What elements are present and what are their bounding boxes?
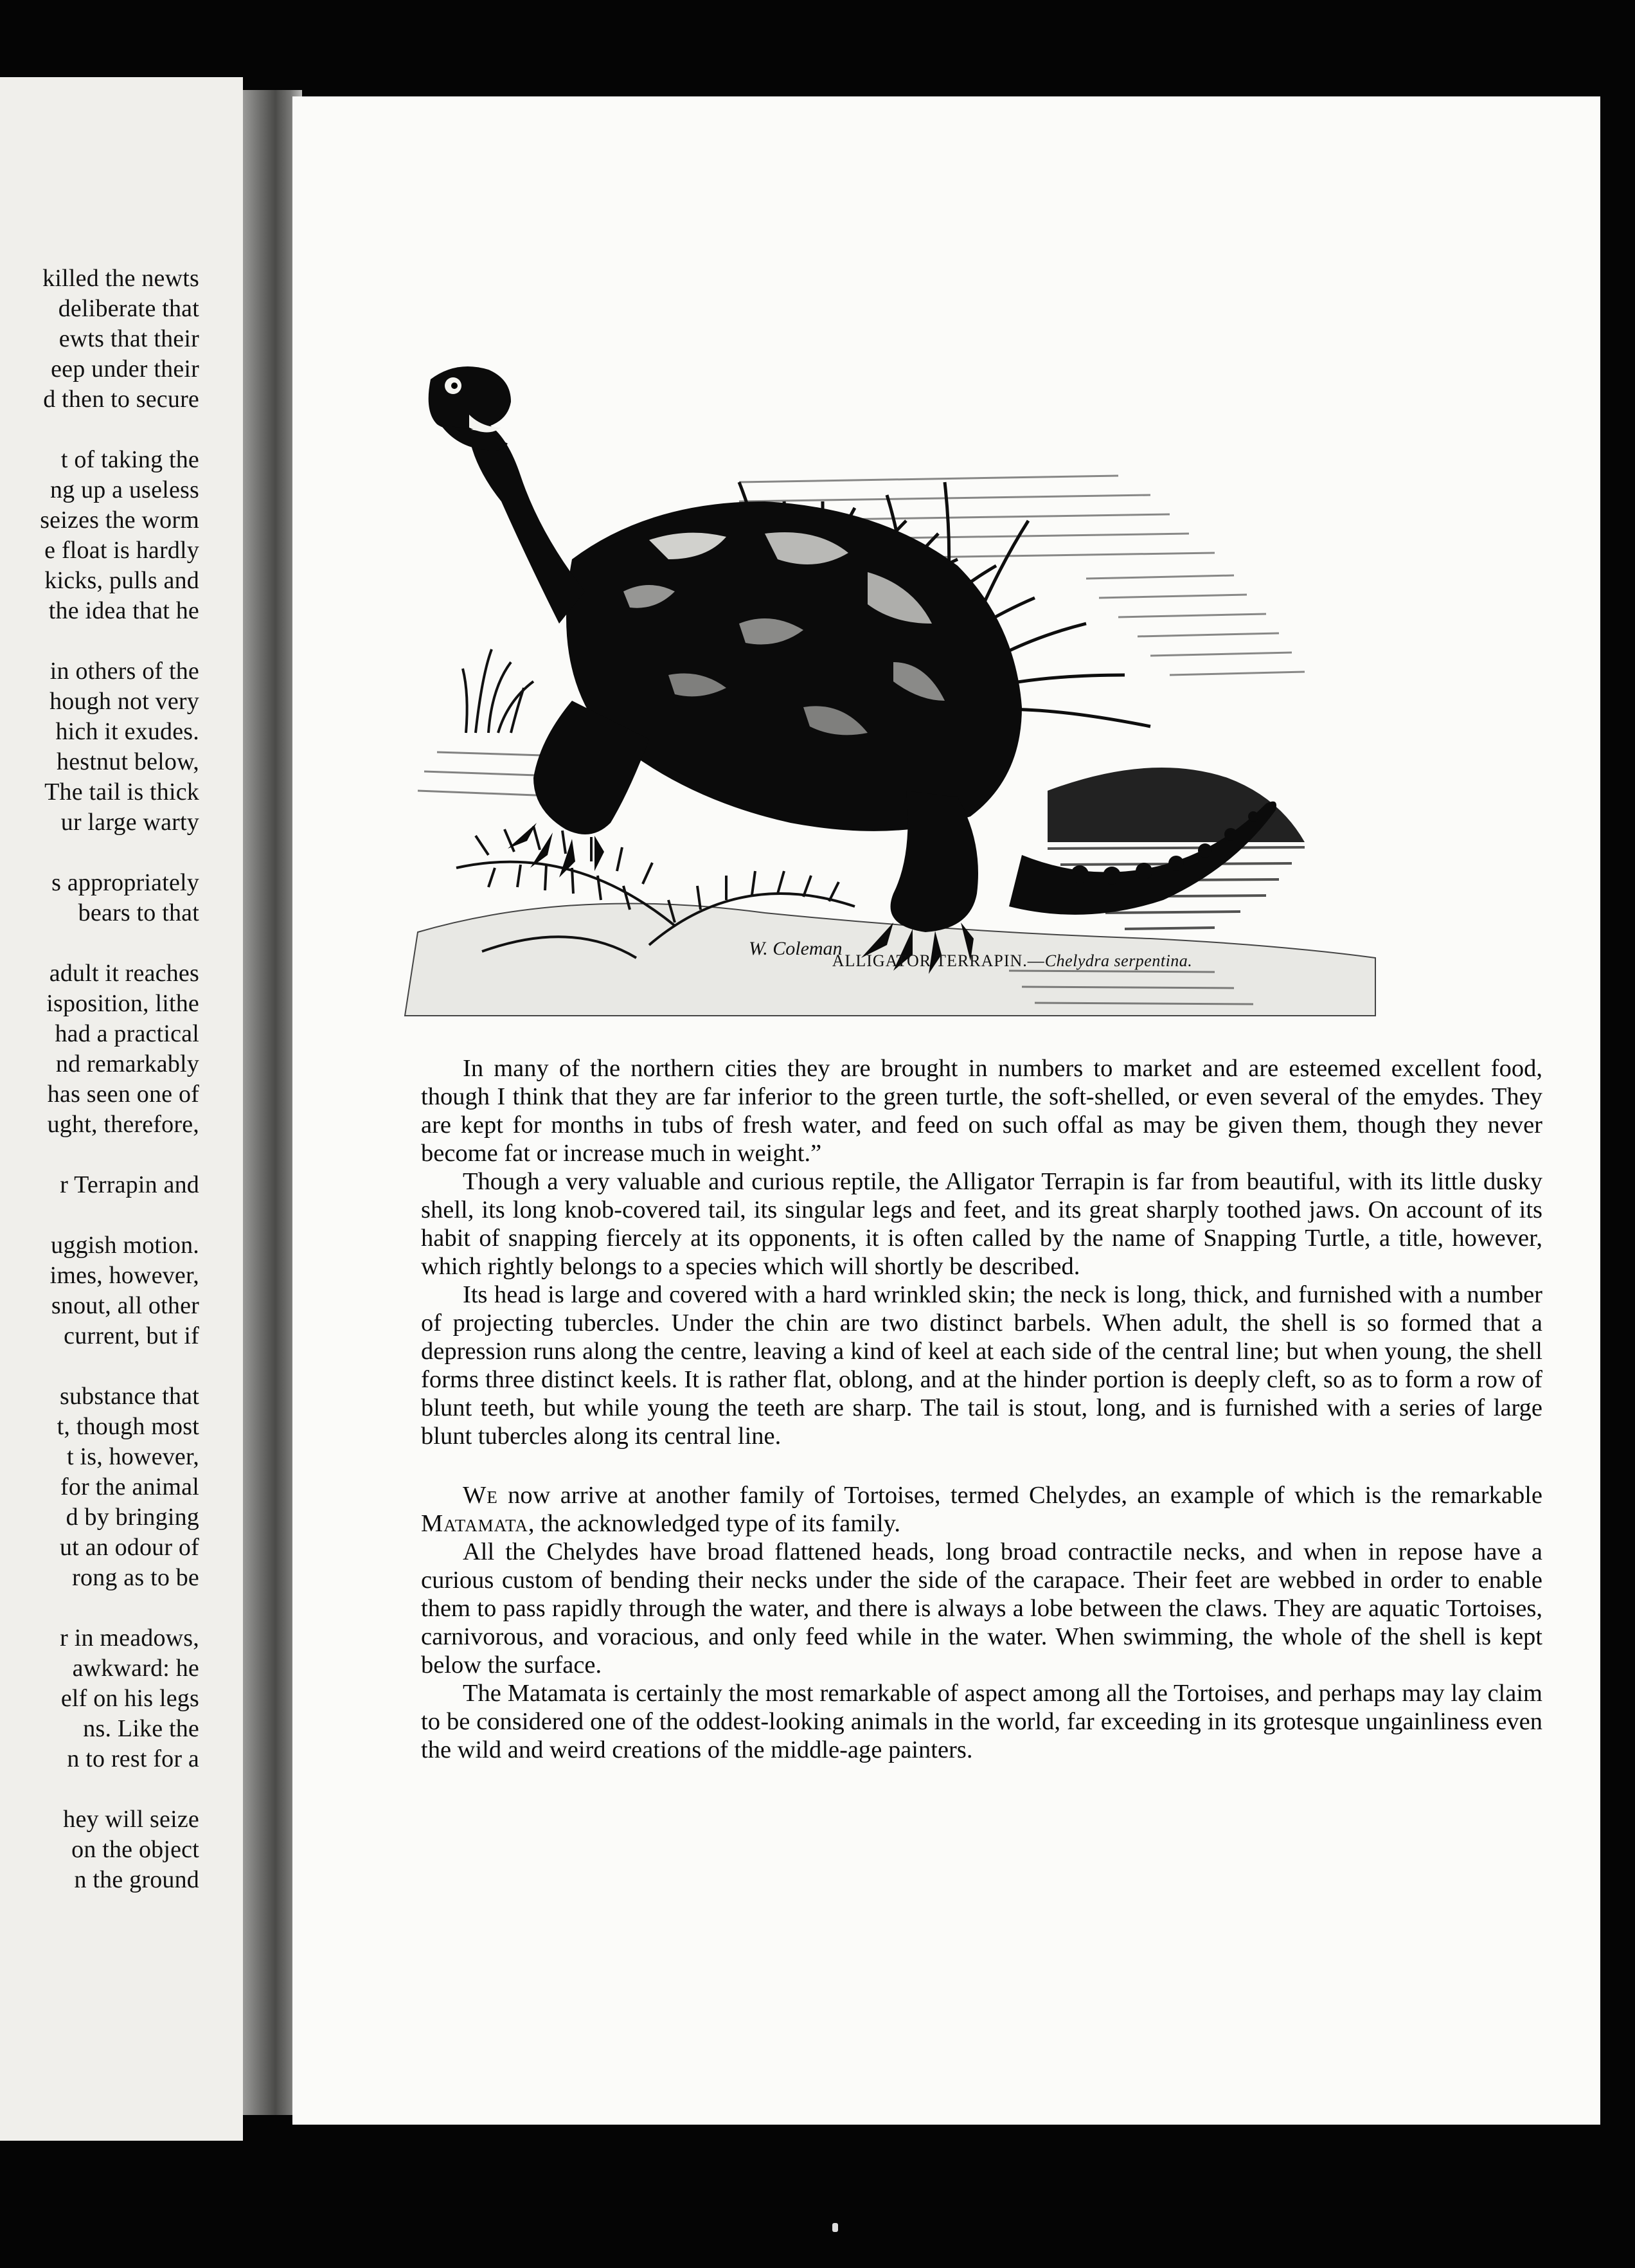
left-page-line: isposition, lithe (46, 990, 199, 1017)
left-page-line: in others of the (49, 658, 199, 685)
left-page-line: imes, however, (49, 1262, 199, 1289)
left-page-line: n to rest for a (67, 1745, 199, 1772)
left-page-gap (0, 626, 199, 656)
left-page-line: d then to secure (43, 386, 199, 413)
left-page-line: has seen one of (47, 1081, 199, 1108)
left-page-line: hey will seize (63, 1806, 199, 1833)
artist-signature: W. Coleman (749, 938, 843, 959)
left-page-line: ewts that their (58, 325, 199, 352)
left-page-line: killed the newts (42, 265, 199, 292)
right-page (292, 96, 1600, 2125)
paragraph-market: In many of the northern cities they are brought in numbers to market and are esteemed excellent food, though I think that they are far inferior to the green turtle, the soft-shelled, or even several of the emydes. They are kept for months in tubs of fresh water, and feed on such offal as may be given them, though they never become fat or increase much in weight.” (421, 1055, 1542, 1167)
left-page-line: n the ground (74, 1866, 199, 1893)
left-page-text-column (0, 264, 199, 1895)
left-page-line: for the animal (60, 1473, 199, 1500)
left-page-fragment (0, 77, 243, 2141)
reeds-left (463, 649, 533, 733)
left-page-line: rong as to be (72, 1564, 199, 1591)
left-page-line: kicks, pulls and (44, 567, 199, 594)
left-page-line: r in meadows, (60, 1625, 199, 1652)
left-page-line: seizes the worm (40, 507, 199, 534)
left-page-line: e float is hardly (44, 537, 199, 564)
intro-text-b: , the acknowledged type of its family. (528, 1510, 901, 1537)
left-page-line: t is, however, (66, 1443, 199, 1470)
left-page-gap (0, 415, 199, 445)
turtle (429, 366, 1276, 974)
left-page-line: eep under their (51, 356, 199, 382)
lead-word: We (463, 1482, 498, 1509)
left-page-gap (0, 1200, 199, 1230)
paragraph-chelydes-habits: All the Chelydes have broad flattened heads, long broad contractile necks, and when in repose have a curious custom of bending their necks under the side of the carapace. Their feet are webbed in order to enable them to pass rapidly through the water, and there is always a lobe between the claws. They are aquatic Tortoises, carnivorous, and voracious, and only feed while in the water. When swimming, the whole of the shell is kept below the surface. (421, 1538, 1542, 1679)
caption-common-name: ALLIGATOR TERRAPIN. (832, 951, 1028, 970)
left-page-line: snout, all other (51, 1292, 199, 1319)
caption-scientific-name: Chelydra serpentina. (1044, 951, 1193, 970)
paragraph-head-description: Its head is large and covered with a hard wrinkled skin; the neck is long, thick, and furnished with a number of projecting tubercles. Under the chin are two distinct barbels. When adult, the shell is so formed that a depression runs along the centre, leaving a kind of keel at each side of the central line; but when young, the shell forms three distinct keels. It is rather flat, oblong, and at the hinder portion is deeply cleft, so as to form a row of blunt teeth, but while young the teeth are sharp. The tail is stout, long, and is furnished with a series of large blunt tubercles along its central line. (421, 1281, 1542, 1450)
left-page-line: s appropriately (51, 869, 199, 896)
left-page-line: adult it reaches (49, 960, 199, 987)
left-page-gap (0, 928, 199, 959)
left-page-line: hich it exudes. (55, 718, 199, 745)
left-page-line: had a practical (55, 1020, 199, 1047)
left-page-line: the idea that he (48, 597, 199, 624)
left-page-gap (0, 1351, 199, 1382)
left-page-line: The tail is thick (44, 779, 199, 806)
left-page-line: nd remarkably (55, 1050, 199, 1077)
caption-dash: — (1027, 951, 1045, 970)
left-page-gap (0, 1593, 199, 1623)
figure-caption (656, 951, 1369, 971)
paragraph-appearance: Though a very valuable and curious reptile, the Alligator Terrapin is far from beautiful, with its little dusky shell, its long knob-covered tail, its singular legs and feet, and its great sharply toothed jaws. On account of its habit of snapping fiercely at its opponents, it is often called by the name of Snapping Turtle, a title, however, which rightly belongs to a species which will shortly be described. (421, 1168, 1542, 1280)
left-page-line: d by bringing (66, 1504, 199, 1531)
left-page-line: t, though most (57, 1413, 199, 1440)
left-page-line: substance that (59, 1383, 199, 1410)
left-page-line: uggish motion. (51, 1232, 199, 1259)
left-page-gap (0, 1774, 199, 1805)
left-page-line: r Terrapin and (60, 1171, 199, 1198)
left-page-gap (0, 1140, 199, 1170)
left-page-line: t of taking the (60, 446, 199, 473)
left-page-gap (0, 838, 199, 868)
left-page-line: deliberate that (58, 295, 199, 322)
paragraph-matamata: The Matamata is certainly the most remarkable of aspect among all the Tortoises, and perhaps may lay claim to be considered one of the oddest-looking animals in the world, far exceeding in its grotesque ungainliness even the wild and weird creations of the middle-age painters. (421, 1680, 1542, 1763)
left-page-line: on the object (71, 1836, 199, 1863)
left-page-line: ng up a useless (49, 476, 199, 503)
left-page-line: ur large warty (60, 809, 199, 836)
left-page-line: hestnut below, (57, 748, 199, 775)
left-page-line: ns. Like the (83, 1715, 199, 1742)
left-page-line: ught, therefore, (47, 1111, 199, 1138)
left-page-line: bears to that (78, 899, 199, 926)
left-page-line: awkward: he (72, 1655, 199, 1682)
matamata-name: Matamata (421, 1510, 528, 1537)
left-page-line: ut an odour of (59, 1534, 199, 1561)
body-text (421, 1054, 1542, 1764)
left-page-line: elf on his legs (60, 1685, 199, 1712)
scan-speck (832, 2223, 838, 2232)
paragraph-chelydes-intro (421, 1481, 1542, 1538)
left-page-line: hough not very (49, 688, 199, 715)
intro-text-a: now arrive at another family of Tortoises, termed Chelydes, an example of which is the remarkable (497, 1482, 1542, 1509)
left-page-line: current, but if (64, 1322, 199, 1349)
alligator-terrapin-engraving (379, 289, 1388, 1029)
